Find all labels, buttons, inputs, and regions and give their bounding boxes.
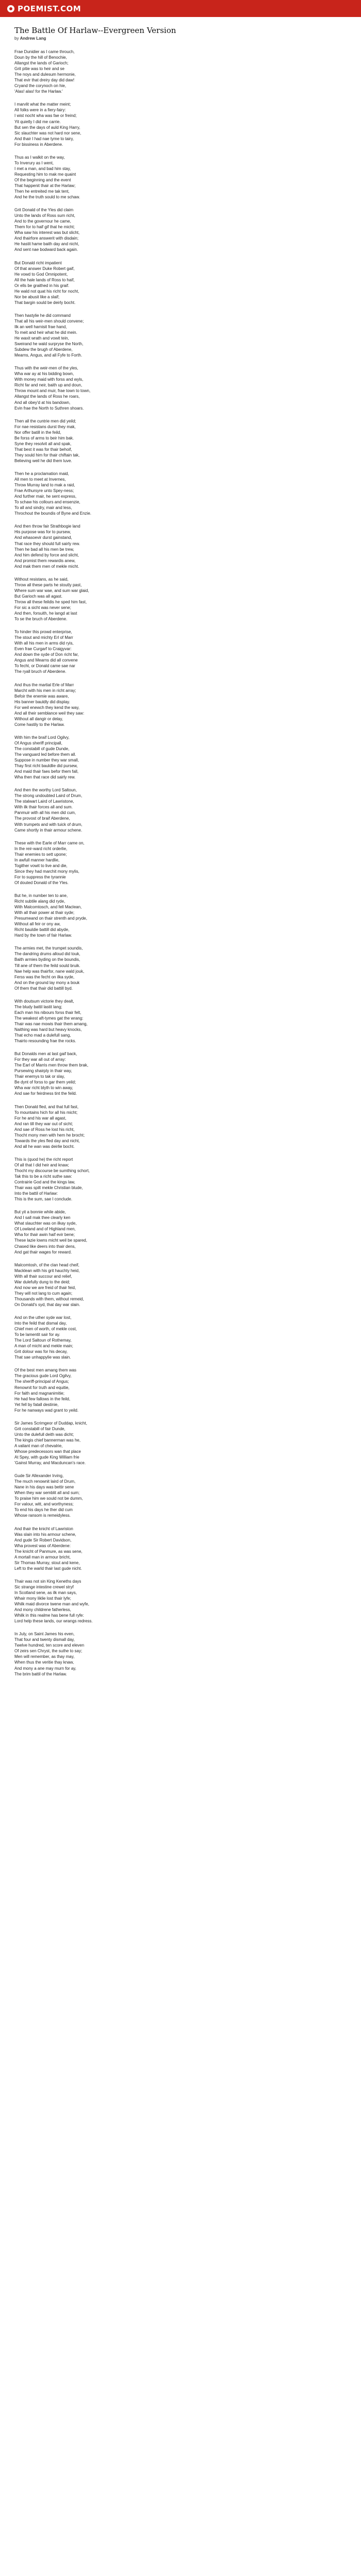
poem-line: Nor offer batill in the feild,	[14, 430, 61, 435]
poem-line: Panmuir with all his men did cum,	[14, 810, 76, 816]
poem-line: When they war semblit all and sum;	[14, 1490, 80, 1496]
poem-line: Hard by the town of fair Harlaw.	[14, 933, 72, 938]
poem-line: These with the Earle of Marr came on,	[14, 840, 85, 845]
poem-line: He waxit wrath and vowit tein,	[14, 336, 69, 341]
poem-line: The vanguard led before them all.	[14, 752, 76, 757]
poem-line: That bargin sould be deirly bocht.	[14, 300, 76, 305]
poem-line: In July, on Saint James his even,	[14, 1632, 75, 1637]
poem-line: Grit constabill of fair Dunde,	[14, 1426, 65, 1431]
poem-line: Grit pitie was to heir and se	[14, 66, 64, 72]
poem-line: Presumeand on thair strenth and pryde,	[14, 916, 87, 921]
poem-line: These lazie lowns micht weil be spared,	[14, 1238, 87, 1243]
poem-line: And all he wan was deirlie bocht.	[14, 1144, 75, 1149]
poem-line: 'Alas! alas! for the Harlaw.'	[14, 89, 63, 94]
poem-line: And all obey'd at his bandown,	[14, 400, 71, 405]
poem-line: With him the braif Lord Ogilvy,	[14, 735, 70, 740]
poem-line: The ryall bruch of Aberdene.	[14, 669, 67, 674]
poem-line: The dandring drums alloud did touk,	[14, 952, 80, 957]
poem-line: This is the sum, sae I conclude.	[14, 1197, 73, 1202]
poem-line: Befoir the enemie was aware,	[14, 693, 69, 699]
poem-line: Be forss of arms to beir him bak.	[14, 435, 74, 440]
poem-stanza	[14, 260, 344, 306]
poem-line: Contrairie God and the kings law,	[14, 1180, 75, 1185]
poem-stanza	[14, 1315, 344, 1360]
poem-line: Lord help these lands, our wrangs redress.	[14, 1619, 93, 1624]
poem-line: Into the feild that dismal day,	[14, 1321, 67, 1326]
poem-stanza	[14, 1157, 344, 1202]
poem-line: Sweirand he wald surpryse the North,	[14, 342, 84, 347]
poem-line: All the hale lands of Ross to haif,	[14, 277, 75, 282]
poem-line: Marcht with his men in richt array;	[14, 688, 76, 693]
poem-stanza	[14, 1262, 344, 1308]
poem-line: That all his weir-men should convene;	[14, 318, 84, 324]
poem-line: Whilk in this realme has bene full ryfe:	[14, 1613, 84, 1618]
poem-line: And mony a ane may murn for ay,	[14, 1666, 76, 1671]
poem-line: The Earl of Marris men throw them brak,	[14, 1063, 89, 1068]
poem-line: Sic slauchter was not hard nor sene,	[14, 130, 81, 135]
poem-line: Into the battil of Harlaw:	[14, 1191, 58, 1196]
poem-line: That race they should full sairly rew.	[14, 541, 80, 546]
poem-line: Tak this to be a richt suthe saw:	[14, 1174, 72, 1179]
poem-line: Of that answer Duke Robert gaif,	[14, 266, 75, 271]
poem-stanza	[14, 1473, 344, 1518]
poem-line: That happenit thair at the Harlaw;	[14, 183, 76, 188]
poem-line: To Inverury as I went,	[14, 160, 54, 165]
poem-line: And now we are freid of thair feid,	[14, 1285, 76, 1290]
poem-line: Doun by the hill of Benochie,	[14, 55, 67, 60]
poem-stanza	[14, 629, 344, 674]
poem-line: Throw mount and muir, frae town to town,	[14, 388, 91, 394]
poem-line: Throchout the boundis of Byne and Enzie.	[14, 511, 91, 516]
poem-line: For bissiness in Aberdene.	[14, 142, 63, 147]
poem-line: Without all feir or ony aw,	[14, 922, 61, 927]
poem-line: And mak them men of mekle micht.	[14, 564, 79, 569]
poem-line: And sae for feirdness tint the feild.	[14, 1091, 77, 1096]
poem-line: Throw all these parts he stoutly past,	[14, 582, 82, 587]
poem-line: With ilk thair forces all and sum.	[14, 805, 73, 810]
poem-stanza	[14, 155, 344, 200]
poem-line: A man of micht and mekle main;	[14, 1344, 73, 1349]
poem-line: Of them that thair did battill byd.	[14, 986, 73, 991]
poem-line: The gracious gude Lord Ogilvy,	[14, 1374, 72, 1379]
poem-line: Subdew the brugh of Aberdene,	[14, 347, 73, 352]
poem-line: That best it was for thair behoif,	[14, 447, 72, 452]
poem-line: Baith armies byding on the boundis,	[14, 957, 80, 962]
poem-line: Wha war ay at his bidding bown,	[14, 371, 74, 377]
poem-line: Even frae Curgarf to Craigyvar:	[14, 647, 72, 652]
poem-line: Believing weil he did them luve.	[14, 458, 72, 463]
poem-line: Sir Thomas Murray, stout and kene,	[14, 1560, 80, 1565]
poem-line: A valiant man of chevalrie,	[14, 1443, 63, 1448]
poem-line: Without all dangir or delay,	[14, 716, 63, 721]
poem-stanza	[14, 1631, 344, 1676]
poem-line: The noys and dulesum hermonie,	[14, 72, 76, 77]
poem-line: And thair I had nae tyme to tairy,	[14, 136, 74, 141]
poem-line: They will not lang to cum again;	[14, 1291, 73, 1296]
poem-line: To hinder this prowd enterprise,	[14, 630, 72, 635]
poem-line: Nor be abusit like a slaif;	[14, 294, 60, 299]
poem-line: The Lord Saltoun of Rothemay,	[14, 1338, 72, 1343]
poem-line: I marvlit what the matter meint;	[14, 102, 71, 107]
poem-line: And promist them rewardis anew,	[14, 558, 76, 563]
poem-line: Unto the lands of Ross sum richt,	[14, 213, 75, 218]
poem-line: Thair was not sin King Keneths days	[14, 1579, 81, 1584]
poem-line: And on the ground lay mony a bouk	[14, 980, 80, 985]
poem-line: This is (quod he) the richt report	[14, 1157, 73, 1162]
poem-line: For to suppress the tyrannie	[14, 874, 66, 879]
poem-line: Of Lowland and of Highland men,	[14, 1227, 76, 1232]
poem-line: Without resistans, as he said,	[14, 577, 69, 582]
poem-stanza	[14, 840, 344, 886]
poem-line: Of zeirs sen Chryst, the suthe to say;	[14, 1649, 83, 1654]
byline-prefix: by	[14, 36, 19, 41]
poem-line: But Donalds men at last gaif back,	[14, 1052, 77, 1057]
poem-line: Throw all these feildis he sped him fast,	[14, 599, 87, 604]
poem-line: And thair the knicht of Lawriston	[14, 1526, 73, 1531]
poem-line: Richt subtile alang did ryde,	[14, 899, 65, 904]
poem-line: All folks were in a fiery-fairy:	[14, 108, 66, 113]
poem-line: For sic a sicht was never sene;	[14, 605, 71, 610]
poem-line: To praise him we sould not be dumm,	[14, 1496, 83, 1501]
poem-line: I wist nocht wha was fae or freind;	[14, 113, 77, 118]
poem-line: The sheriff-principal of Angus;	[14, 1379, 69, 1384]
poem-line: But Donald richt impatient	[14, 260, 62, 265]
poem-line: With all his men in arms did ryis,	[14, 641, 74, 646]
poem-line: On Donald's syd, that day war slain.	[14, 1302, 80, 1307]
poem-line: With doutsum victorie they dealt,	[14, 998, 74, 1004]
poem-line: Them for to haif gif that he micht;	[14, 225, 75, 230]
poem-line: Whair mony liklie lost thair lyfe;	[14, 1596, 71, 1601]
poem-stanza	[14, 735, 344, 780]
poem-line: They sould him for thair chiftain tak,	[14, 452, 80, 457]
poem-line: Thousands with them, without remeid,	[14, 1296, 84, 1301]
poem-line: And further mair, he sent express,	[14, 494, 77, 499]
poem-line: Was slain into his armour schene,	[14, 1532, 76, 1537]
poem-stanza	[14, 682, 344, 727]
poem-line: And thairfore answerit with disdain;	[14, 236, 79, 241]
poem-line: A mortall man in armour bricht,	[14, 1554, 71, 1560]
poem-line: He had few fallows in the feild,	[14, 1396, 71, 1401]
poem-line: The strong undoubted Laird of Drum,	[14, 793, 83, 799]
poem-line: For nae resistans durst they mak,	[14, 424, 76, 429]
poem-line: His purpose was for to pursew,	[14, 530, 71, 535]
poem-stanza	[14, 1367, 344, 1413]
poem-line: Thocht mony men with hem he brocht;	[14, 1132, 85, 1138]
poem-line: What slauchter was on ilkay syde,	[14, 1221, 77, 1226]
poem-stanza	[14, 365, 344, 411]
poem-line: Came shortly in thair armour schene.	[14, 827, 83, 833]
poem-stanza	[14, 313, 344, 358]
poem-line: Mearns, Angus, and all Fyfe to Forth.	[14, 353, 83, 358]
site-header	[0, 0, 361, 17]
poem-line: Wha saw his interest was but slicht,	[14, 230, 80, 235]
poem-line: He hastit hame baith day and nicht,	[14, 242, 79, 247]
poem-line: Grit Donald of the Yles did claim	[14, 208, 74, 213]
poem-line: Thus as I walkit on the way,	[14, 155, 65, 160]
poem-line: Chief men of worth, of mekle cost,	[14, 1327, 77, 1332]
poem-line: Left to the warld thair last gude nicht.	[14, 1566, 82, 1571]
poem-content	[14, 26, 344, 1684]
poem-line: And he the truth sould to me schaw.	[14, 195, 80, 200]
poem-stanza	[14, 1104, 344, 1149]
poem-line: Whose ransom is remeidyless.	[14, 1513, 71, 1518]
poem-line: Of the best men amang them was	[14, 1368, 77, 1373]
poem-stanza	[14, 49, 344, 94]
site-logo[interactable]	[7, 4, 81, 13]
poem-line: And gude Sir Robert Davidson,	[14, 1537, 72, 1543]
poem-line: That sae unhappylie was slain.	[14, 1355, 71, 1360]
poem-stanza	[14, 1051, 344, 1096]
poem-stanza	[14, 101, 344, 147]
poem-line: To meit and heir what he did mein.	[14, 330, 77, 335]
poem-line: The provost of braif Aberdene,	[14, 816, 70, 821]
poem-author[interactable]: Andrew Lang	[20, 36, 46, 41]
poem-stanza	[14, 418, 344, 464]
poem-line: Thus with the weir-men of the yles,	[14, 366, 78, 371]
poem-line: The weakest aft-tymes gat the wrang:	[14, 1015, 84, 1021]
poem-line: Then hastylie he did command	[14, 313, 71, 318]
poem-line: Wha for thair awin haif evir bene;	[14, 1232, 75, 1238]
poem-stanza	[14, 1209, 344, 1255]
poem-line: Thairto resounding frae the rocks.	[14, 1039, 76, 1044]
poem-stanza	[14, 787, 344, 833]
poem-line: And whasoevir durst gainstand,	[14, 535, 72, 540]
poem-line: In awfull manner hardlie,	[14, 857, 60, 862]
poem-line: Wha then that race did sairly rew.	[14, 775, 76, 780]
poem-line: Sir James Scrimgeor of Duddap, knicht,	[14, 1420, 87, 1426]
poem-line: Yit quietly I did me carrie.	[14, 119, 61, 124]
poem-line: Each man his nibours forss thair felt,	[14, 1010, 81, 1015]
poem-line: Thair was nae mowis thair them amang,	[14, 1021, 88, 1026]
poem-line: He wald not quat his richt for nocht,	[14, 289, 79, 294]
poem-line: Be dynt of forss to gar them yeild;	[14, 1080, 76, 1085]
poem-line: Evin frae the North to Suthren shoars.	[14, 405, 84, 411]
poem-line: Allangst the lands of Garioch;	[14, 61, 69, 66]
poem-stanza	[14, 945, 344, 991]
poem-line: When thus the veritie thay knaw,	[14, 1660, 74, 1665]
poem-line: For faith and magnanimitie;	[14, 1391, 64, 1396]
poem-line: Frae Arthursyre unto Spey-ness;	[14, 488, 74, 494]
poem-line: For valour, witt, and worthyness;	[14, 1502, 74, 1507]
poem-line: Richt bauldie battill did abyde,	[14, 927, 70, 933]
poem-line: To mountains hich for all his micht;	[14, 1110, 78, 1115]
poem-line: But he, in number ten to ane,	[14, 893, 68, 898]
poem-line: With all thair power at thair syde;	[14, 910, 75, 916]
poem-line: Towards the yles fled day and nicht,	[14, 1138, 80, 1143]
poem-line: The brim battil of the Harlaw.	[14, 1671, 67, 1676]
poem-line: Angus and Mearns did all convene	[14, 658, 78, 663]
poem-title: The Battle Of Harlaw--Evergreen Version	[14, 26, 176, 35]
poem-line: With money maid with forss and wyls,	[14, 377, 84, 382]
poem-line: All men to meet at Invernes,	[14, 477, 66, 482]
poem-line: And I sall mak thee clearly ken	[14, 1215, 71, 1221]
poem-line: Malcomtosh, of the clan head cheif,	[14, 1262, 79, 1267]
poem-line: And thus the martial Erle of Marr	[14, 682, 74, 687]
poem-byline	[14, 36, 344, 41]
poem-line: And gat thair wages for reward.	[14, 1249, 72, 1255]
poem-line: Chased like deers into thair dens,	[14, 1244, 76, 1249]
poem-line: Whose predecessors wan that place	[14, 1449, 81, 1454]
poem-line: But yit a bonnie while abide,	[14, 1210, 66, 1215]
poem-line: Thair was spilt mekle Christian blude,	[14, 1185, 83, 1191]
poem-line: His banner bauldly did display.	[14, 699, 70, 704]
poem-line: Yet fell by fatall destinie,	[14, 1402, 59, 1407]
poem-line: Thay first richt bauldlie did pursew,	[14, 764, 78, 769]
poem-line: Pursewing shairply in thair way,	[14, 1069, 72, 1074]
poem-line: Naithing was hard but heavy knocks,	[14, 1027, 82, 1032]
poem-line: Twelve hundred, ten score and eleven	[14, 1643, 85, 1648]
poem-line: Wha war richt blyth to win away,	[14, 1086, 73, 1091]
poem-line: I met a man, and bad him stay,	[14, 166, 71, 171]
poem-line: Togither vowit to live and die,	[14, 863, 68, 868]
poem-line: The bludy battil lastit lang;	[14, 1004, 62, 1009]
poem-stanza	[14, 1420, 344, 1466]
poem-line: For weil enewch they kend the way,	[14, 705, 80, 710]
poem-line: And then, forsuith, he langd at last	[14, 611, 77, 616]
poem-line: Thocht my discourse be sumthing schort,	[14, 1168, 90, 1173]
poem-line: For they war all out of array:	[14, 1057, 66, 1062]
poem-line: Till ane of them the feild sould bruik.	[14, 963, 80, 968]
poem-line: Of Angus sheriff principall,	[14, 740, 62, 745]
poem-line: Grit dolour was for his decay,	[14, 1349, 68, 1354]
poem-line: Whilk maid divorce twene man and wyfe,	[14, 1602, 89, 1607]
poem-line: The stalwart Laird of Lawristone,	[14, 799, 74, 804]
logo-icon	[7, 5, 14, 12]
poem-line: But sen the days of auld King Harry,	[14, 125, 80, 130]
poem-line: And him defend by force and slicht,	[14, 552, 79, 557]
poem-line: In Scotland sene, as ilk man says,	[14, 1590, 77, 1595]
poem-line: The much renownit laird of Drum,	[14, 1479, 76, 1484]
poem-line: Of douted Donald of the Yles.	[14, 880, 69, 885]
poem-line: And all their semblance weil they saw:	[14, 710, 85, 716]
poem-line: And then the worthy Lord Saltoun,	[14, 788, 77, 793]
poem-line: Nae help was thairfor, nane wald jouk,	[14, 969, 85, 974]
poem-line: He vowd to God Omnipotent,	[14, 272, 68, 277]
poem-line: To be lamentit sair for ay.	[14, 1332, 60, 1337]
poem-line: Sic strange intestine crewel stryf	[14, 1584, 74, 1589]
poem-line: In the reir-ward richt orderlie,	[14, 846, 68, 851]
poem-line: At Spey, with gude King William frie	[14, 1455, 79, 1460]
poem-line: 'Gainst Murray, and Macduncan's race.	[14, 1461, 86, 1466]
poem-line: Requesting him to mak me quaint	[14, 172, 76, 177]
poem-line: With all thair succour and relief,	[14, 1274, 72, 1279]
poem-line: And on the uther syde war lost,	[14, 1315, 72, 1320]
poem-line: The constabill of gude Dunde,	[14, 746, 70, 751]
poem-line: Then all the cuntrie men did yeild;	[14, 418, 76, 423]
poem-line: Macklean with his grit hauchty heid,	[14, 1268, 80, 1273]
poem-line: Of all that I did heir and knaw;	[14, 1162, 69, 1167]
poem-stanza	[14, 893, 344, 938]
poem-line: Frae Dunidier as I came throuch,	[14, 49, 75, 54]
poem-line: Then he a proclamation maid,	[14, 471, 69, 476]
poem-line: Ferss was the fecht on ilka syde,	[14, 974, 75, 979]
poem-line: Since they had marchit mony mylis,	[14, 869, 79, 874]
poem-stanza	[14, 1526, 344, 1571]
poem-body	[14, 49, 344, 1677]
poem-line: Ilk an well harnisit frae hand,	[14, 324, 67, 329]
poem-line: Renownit for truth and equitie,	[14, 1385, 70, 1390]
poem-line: Or ells be graithed in his graif.	[14, 283, 70, 288]
poem-stanza	[14, 523, 344, 569]
poem-line: To all and sindry, mair and less,	[14, 505, 72, 511]
poem-stanza	[14, 471, 344, 516]
poem-line: Thair enemies to sett upone;	[14, 852, 67, 857]
poem-line: Wha provest was of Aberdene:	[14, 1543, 71, 1548]
poem-line: With trumpets and with tuick of drum,	[14, 822, 83, 827]
poem-line: To fecht, or Donald came sae nar	[14, 664, 75, 669]
poem-line: And to the governour he came,	[14, 219, 71, 224]
poem-line: Then Donald fled, and that full fast,	[14, 1104, 79, 1109]
poem-line: To schaw his collours and ensenzie,	[14, 500, 80, 505]
poem-line: Men will remember, as thay may,	[14, 1654, 75, 1659]
poem-line: That evir that dreiry day did daw!	[14, 78, 75, 83]
poem-line: Of the beginning and the event	[14, 177, 71, 182]
poem-line: The stout and michty Erl of Marr	[14, 635, 73, 640]
poem-line: Unto the dulefull deith was dicht;	[14, 1432, 74, 1437]
poem-line: That echo mad a dulefull sang,	[14, 1033, 71, 1038]
poem-line: But Garioch was all agast.	[14, 594, 62, 599]
poem-line: And mony childrene fatherless,	[14, 1607, 71, 1613]
poem-line: War dulefully dung to the deid;	[14, 1279, 70, 1284]
poem-line: And maid thair faes befor them fall,	[14, 769, 79, 774]
poem-line: Throw Murray land to mak a raid,	[14, 483, 75, 488]
poem-line: Gude Sir Allexander Irving,	[14, 1473, 64, 1479]
poem-line: Then he entreited me tak tent,	[14, 189, 70, 194]
poem-line: That four and twenty dismall day,	[14, 1637, 75, 1642]
poem-stanza	[14, 998, 344, 1044]
poem-line: Nane in his days was bettir sene	[14, 1485, 74, 1490]
poem-line: Where sum war wae, and sum war glaid,	[14, 588, 89, 593]
poem-line: The knicht of Panmure, as was sene,	[14, 1549, 83, 1554]
site-name: POEMIST.COM	[18, 4, 81, 13]
poem-line: For he and his war all agast,	[14, 1115, 67, 1121]
poem-line: The kingis chief bannerman was he,	[14, 1437, 81, 1443]
poem-line: Allangst the lands of Ross he roars,	[14, 394, 80, 399]
poem-line: Syne they resolvit all and spak,	[14, 441, 72, 446]
poem-line: Suppose in number they war small,	[14, 758, 79, 763]
poem-line: Come hastily to the Harlaw.	[14, 722, 65, 727]
poem-line: And then throw fair Strathbogie land	[14, 524, 80, 529]
poem-line: Thair enemys to tak or slay,	[14, 1074, 65, 1079]
poem-line: And down the syde of Don richt far,	[14, 652, 79, 657]
poem-line: To end his days he ther did cum	[14, 1507, 73, 1513]
poem-line: With Malcomtosch, and fell Maclean,	[14, 905, 82, 910]
poem-line: And ran till they war out of sicht;	[14, 1121, 73, 1126]
poem-line: Richt far and neir, baith up and doun,	[14, 383, 83, 388]
poem-line: Cryand the corynoch on hie,	[14, 83, 67, 89]
poem-line: The armies met, the trumpet soundis,	[14, 946, 83, 951]
poem-stanza	[14, 207, 344, 252]
poem-line: For he nanways wad grant to yeild.	[14, 1408, 79, 1413]
poem-line: And sent nae bodward back again.	[14, 247, 78, 252]
poem-line: To se the bruch of Aberdene.	[14, 617, 68, 622]
poem-stanza	[14, 1579, 344, 1624]
poem-line: And sae of Ross he lost his richt,	[14, 1127, 75, 1132]
poem-stanza	[14, 577, 344, 622]
poem-line: Then he bad all his men be trew,	[14, 547, 74, 552]
